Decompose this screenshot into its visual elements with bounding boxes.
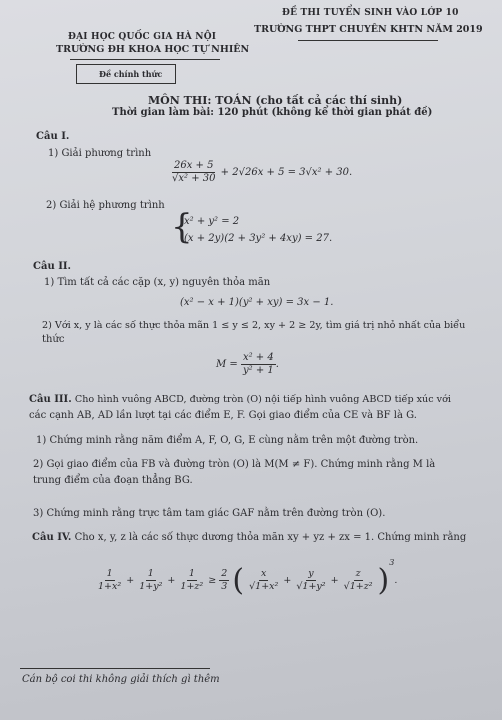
m-numerator: x² + 4	[242, 352, 274, 363]
q4-coef-num: 2	[221, 568, 228, 579]
q3-intro-text: Cho hình vuông ABCD, đường tròn (O) nội tiếp hình vuông ABCD tiếp xúc với	[74, 394, 451, 405]
q4-f3-den: 1+z²	[180, 581, 204, 592]
university-name: ĐẠI HỌC QUỐC GIA HÀ NỘI	[68, 32, 217, 42]
q3-part2-line1: 2) Gọi giao điểm của FB và đường tròn (O) là M(M ≠ F). Chứng minh rằng M là	[33, 459, 436, 470]
q4-f3-num: 1	[188, 568, 195, 579]
q3-heading: Câu III.	[29, 394, 72, 405]
system-eq2: (x + 2y)(2 + 3y² + 4xy) = 27.	[184, 233, 333, 244]
q2-part1: 1) Tìm tất cả các cặp (x, y) nguyên thỏa mãn	[44, 277, 271, 288]
q1-eq-rest: + 2√26x + 5 = 3√x² + 30.	[220, 167, 353, 178]
exam-underline	[298, 40, 438, 41]
q4-plus-3: +	[283, 575, 292, 586]
q4-g1-den: √1+x²	[249, 581, 279, 592]
q1-eq-numerator: 26x + 5	[174, 160, 214, 171]
q4-g2-num: y	[308, 568, 314, 579]
q1-eq-denominator: √x² + 30	[172, 173, 216, 184]
q4-ge: ≥	[208, 575, 217, 586]
q3-intro-line2: các cạnh AB, AD lần lượt tại các điểm E, F. Gọi giao điểm của CE và BF là G.	[29, 410, 417, 421]
footer-rule	[20, 668, 210, 669]
q2-part2-line1: 2) Với x, y là các số thực thỏa mãn 1 ≤ y ≤ 2, xy + 2 ≥ 2y, tìm giá trị nhỏ nhất của biểu	[42, 320, 466, 331]
q1-heading: Câu I.	[36, 131, 70, 142]
q4-power: 3	[389, 558, 395, 567]
q1-equation	[170, 160, 352, 185]
q4-g3-den: √1+z²	[343, 581, 373, 592]
q4-coef-den: 3	[221, 581, 228, 592]
q3-part1: 1) Chứng minh rằng năm điểm A, F, O, G, E cùng nằm trên một đường tròn.	[36, 435, 419, 446]
q4-g1-num: x	[261, 568, 267, 579]
school-underline	[70, 59, 220, 60]
q4-g2-den: √1+y²	[296, 581, 326, 592]
q4-f1-num: 1	[106, 568, 113, 579]
q4-inequality	[96, 558, 397, 598]
time-line: Thời gian làm bài: 120 phút (không kể thời gian phát đề)	[112, 107, 433, 118]
q4-f2-num: 1	[147, 568, 154, 579]
q3-part2-line2: trung điểm của đoạn thẳng BG.	[33, 475, 193, 486]
system-brace: {	[171, 207, 193, 247]
q4-end: .	[394, 575, 398, 586]
q1-part1: 1) Giải phương trình	[48, 148, 152, 159]
q4-intro	[32, 532, 466, 543]
q4-f2-den: 1+y²	[139, 581, 163, 592]
q1-part2: 2) Giải hệ phương trình	[46, 200, 165, 211]
q2-part2-line2: thức	[42, 334, 65, 345]
q4-left-paren: (	[232, 563, 245, 598]
school-name: TRƯỜNG ĐH KHOA HỌC TỰ NHIÊN	[56, 44, 250, 55]
q2-expression-m	[216, 352, 279, 377]
footer-note: Cán bộ coi thi không giải thích gì thêm	[22, 674, 220, 685]
exam-school: TRƯỜNG THPT CHUYÊN KHTN NĂM 2019	[254, 24, 483, 35]
q4-g3-num: z	[355, 568, 361, 579]
system-eq1: x² + y² = 2	[184, 216, 240, 227]
official-label: Đề chính thức	[99, 69, 163, 79]
q2-equation: (x² − x + 1)(y² + xy) = 3x − 1.	[180, 297, 334, 308]
q3-intro-line1	[29, 394, 451, 405]
q4-plus-4: +	[330, 575, 339, 586]
subject-line: MÔN THI: TOÁN (cho tất cả các thí sinh)	[148, 94, 403, 107]
q2-heading: Câu II.	[33, 261, 72, 272]
official-stamp-box	[76, 64, 176, 84]
q3-part3: 3) Chứng minh rằng trực tâm tam giác GAF nằm trên đường tròn (O).	[33, 508, 386, 519]
m-denominator: y² + 1	[242, 365, 274, 376]
q4-f1-den: 1+x²	[98, 581, 122, 592]
exam-title: ĐỀ THI TUYỂN SINH VÀO LỚP 10	[282, 8, 459, 18]
m-lhs: M =	[216, 359, 238, 370]
q4-right-paren: )	[377, 563, 390, 598]
q4-intro-text: Cho x, y, z là các số thực dương thỏa mãn xy + yz + zx = 1. Chứng minh rằng	[74, 532, 467, 543]
q4-plus-1: +	[126, 575, 135, 586]
q4-heading: Câu IV.	[32, 532, 72, 543]
q4-plus-2: +	[167, 575, 176, 586]
m-end: .	[275, 359, 279, 370]
